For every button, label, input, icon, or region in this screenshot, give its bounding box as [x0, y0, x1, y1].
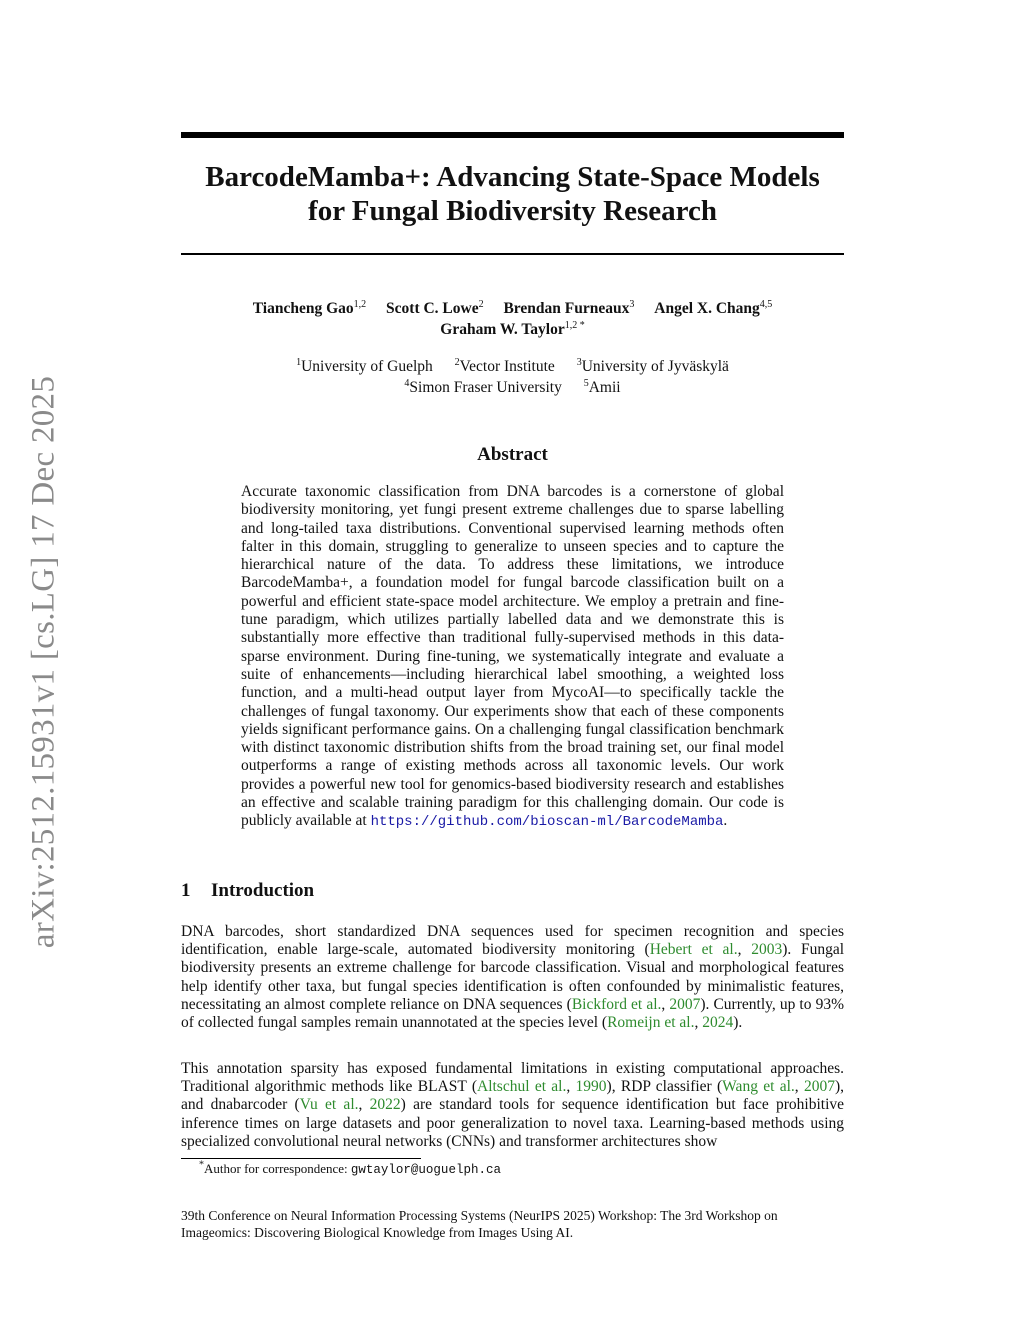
- citation-link[interactable]: Altschul et al.: [477, 1078, 567, 1096]
- section-number: 1: [181, 880, 191, 901]
- affiliation: $^2$Vector Institute: [454, 356, 555, 375]
- affiliation: $^5$Amii: [583, 377, 621, 396]
- affiliation-list: [181, 356, 844, 398]
- footnote: *Author for correspondence: gwtaylor@uoguelph.ca: [199, 1159, 501, 1177]
- affiliation: $^4$Simon Fraser University: [404, 377, 562, 396]
- title-line: BarcodeMamba+: Advancing State-Space Models: [205, 161, 820, 193]
- affiliation: $^3$University of Jyväskylä: [576, 356, 729, 375]
- venue-note: 39th Conference on Neural Information Processing Systems (NeurIPS 2025) Workshop: The 3rd Workshop on Imageomics: Discovering Biological Knowledge from Images Using AI.: [181, 1208, 778, 1240]
- code-link[interactable]: https://github.com/bioscan-ml/BarcodeMamba: [370, 814, 724, 831]
- intro-paragraph: DNA barcodes, short standardized DNA sequences used for specimen recognition and species identification, enable large-scale, automated biodiversity monitoring (Hebert et al., 2003). Fungal biodiversity presents an extreme challenge for barcode classification. Visual and morphological features help identify other taxa, but fungal species identification is often confounded by minimalistic features, necessitating an almost complete reliance on DNA sequences (Bickford et al., 2007). Currently, up to 93% of collected fungal samples remain unannotated at the species level (Romeijn et al., 2024).: [181, 923, 845, 1032]
- title-bottom-rule: [181, 253, 844, 255]
- author-list: [181, 298, 844, 340]
- abstract-heading: Abstract: [477, 444, 548, 465]
- abstract-text: Accurate taxonomic classification from DNA barcodes is a cornerstone of global biodiversity monitoring, yet fungi present extreme challenges due to sparse labelling and long-tailed taxa distributions. Conventional supervised learning methods often falter in this domain, struggling to generalize to unseen species and to capture the hierarchical nature of the data. To address these limitations, we introduce BarcodeMamba+, a foundation model for fungal barcode classification built on a powerful and efficient state-space model architecture. We employ a pretrain and fine-tune paradigm, which utilizes partially labelled data and we demonstrate this is substantially more effective than traditional fully-supervised methods in this data-sparse environment. During fine-tuning, we systematically integrate and evaluate a suite of enhancements—including hierarchical label smoothing, a weighted loss function, and a multi-head output layer from MycoAI—to specifically tackle the challenges of fungal taxonomy. Our experiments show that each of these components yields significant performance gains. On a challenging fungal classification benchmark with distinct taxonomic distribution shifts from the broad training set, our final model outperforms a range of existing methods across all taxonomic levels. Our work provides a powerful new tool for genomics-based biodiversity research and establishes an effective and scalable training paradigm for this challenging domain. Our code is publicly available at: [241, 483, 784, 830]
- arxiv-identifier: arXiv:2512.15931v1 [cs.LG] 17 Dec 2025: [25, 375, 62, 949]
- paper-title: [181, 160, 844, 228]
- section-heading: [181, 880, 314, 902]
- author: Angel X. Chang$^{4,5}$: [654, 298, 773, 317]
- citation-link[interactable]: Bickford et al.: [571, 995, 662, 1013]
- author: Brendan Furneaux$^3$: [503, 298, 635, 317]
- citation-link[interactable]: Romeijn et al.: [607, 1014, 695, 1032]
- intro-paragraph: This annotation sparsity has exposed fundamental limitations in existing computational approaches. Traditional algorithmic methods like BLAST (Altschul et al., 1990), RDP classifier (Wang et al., 2007), and dnabarcoder (Vu et al., 2022) are standard tools for sequence identification but face prohibitive inference times on large datasets and poor generalization to novel taxa. Learning-based methods using specialized convolutional neural networks (CNNs) and transformer architectures show: [181, 1060, 845, 1150]
- title-top-rule: [181, 132, 844, 138]
- footnote-mark: *: [199, 1159, 204, 1171]
- citation-link[interactable]: 2007: [803, 1078, 835, 1096]
- title-line: for Fungal Biodiversity Research: [308, 195, 717, 227]
- citation-link[interactable]: 2007: [669, 995, 701, 1013]
- author: Tiancheng Gao$^{1,2}$: [252, 298, 367, 317]
- abstract-body: Accurate taxonomic classification from DNA barcodes is a cornerstone of global biodiversity monitoring, yet fungi present extreme challenges due to sparse labelling and long-tailed taxa distributions. Conventional supervised learning methods often falter in this domain, struggling to generalize to unseen species and to capture the hierarchical nature of the data. To address these limitations, we introduce BarcodeMamba+, a foundation model for fungal barcode classification built on a powerful and efficient state-space model architecture. We employ a pretrain and fine-tune paradigm, which utilizes partially labelled data and we demonstrate this is substantially more effective than traditional fully-supervised methods in this data-sparse environment. During fine-tuning, we systematically integrate and evaluate a suite of enhancements—including hierarchical label smoothing, a weighted loss function, and a multi-head output layer from MycoAI—to specifically tackle the challenges of fungal taxonomy. Our experiments show that each of these components yields significant performance gains. On a challenging fungal classification benchmark with distinct taxonomic distribution shifts from the broad training set, our final model outperforms a range of existing methods across all taxonomic levels. Our work provides a powerful new tool for genomics-based biodiversity research and establishes an effective and scalable training paradigm for this challenging domain. Our code is publicly available at https://github.com/bioscan-ml/BarcodeMamba.: [241, 483, 784, 831]
- footnote-rule: [181, 1158, 421, 1159]
- citation-link[interactable]: Hebert et al.: [649, 941, 738, 959]
- correspondence-email[interactable]: gwtaylor@uoguelph.ca: [350, 1163, 501, 1177]
- arxiv-sidebar: [0, 0, 80, 1325]
- citation-link[interactable]: 1990: [575, 1078, 607, 1096]
- citation-link[interactable]: 2024: [702, 1014, 734, 1032]
- author: Graham W. Taylor$^{1,2 *}$: [440, 319, 585, 338]
- affiliation: $^1$University of Guelph: [296, 356, 433, 375]
- citation-link[interactable]: 2003: [751, 941, 783, 959]
- author: Scott C. Lowe$^2$: [386, 298, 484, 317]
- citation-link[interactable]: 2022: [369, 1096, 401, 1114]
- citation-link[interactable]: Vu et al.: [299, 1096, 359, 1114]
- section-title: Introduction: [211, 880, 315, 901]
- citation-link[interactable]: Wang et al.: [722, 1078, 795, 1096]
